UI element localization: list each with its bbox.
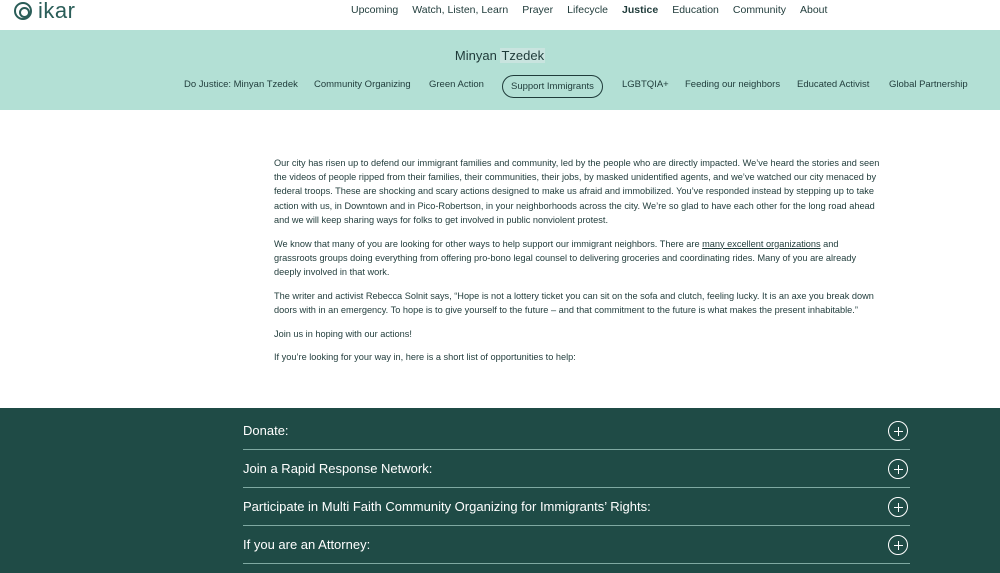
nav-prayer[interactable]: Prayer — [522, 4, 554, 16]
plus-icon[interactable] — [888, 497, 908, 517]
nav-upcoming[interactable]: Upcoming — [351, 4, 399, 16]
nav-justice[interactable]: Justice — [622, 4, 659, 16]
nav-watch-listen-learn[interactable]: Watch, Listen, Learn — [412, 4, 509, 16]
subnav-feeding-neighbors[interactable]: Feeding our neighbors — [685, 79, 781, 90]
nav-about[interactable]: About — [800, 4, 828, 16]
paragraph-1: Our city has risen up to defend our immigrant families and community, led by the people who are directly impacted. We’ve heard the stories and seen the videos of people ripped from their families, their communities, their jobs, by masked unidentified agents, and we’ve watched our city menaced by federal troops. These are shocking and scary actions designed to make us afraid and immobilized. You’ve responded instead by stepping up to take action with us, in Downtown and in Pico-Robertson, in your neighborhoods across the city. We’re so glad to have each other for the long road ahead and we will keep sharing ways for folks to get involved in public nonviolent protest. — [274, 158, 880, 225]
subnav-community-organizing[interactable]: Community Organizing — [314, 79, 411, 90]
paragraph-2-text-b: and grassroots groups doing everything from offering pro-bono legal counsel to delivering groceries and coordinating rides. Many of you are already deeply involved in that work. — [274, 238, 857, 277]
nav-lifecycle[interactable]: Lifecycle — [567, 4, 608, 16]
paragraph-5: If you’re looking for your way in, here is a short list of opportunities to help: — [274, 352, 576, 363]
accordion-title: Participate in Multi Faith Community Organizing for Immigrants’ Rights: — [243, 499, 651, 514]
subnav-green-action[interactable]: Green Action — [429, 79, 484, 90]
subnav-educated-activist[interactable]: Educated Activist — [797, 79, 870, 90]
subnav-lgbtqia[interactable]: LGBTQIA+ — [622, 79, 669, 90]
accordion-title: Donate: — [243, 423, 289, 438]
accordion-rapid-response[interactable] — [243, 450, 910, 488]
section-title — [0, 48, 1000, 63]
subnav-global-partnership[interactable]: Global Partnership — [889, 79, 968, 90]
nav-education[interactable]: Education — [672, 4, 719, 16]
plus-icon[interactable] — [888, 535, 908, 555]
section-title-word-2: Tzedek — [501, 48, 545, 63]
subnav-do-justice[interactable]: Do Justice: Minyan Tzedek — [184, 79, 298, 90]
accordion-title: If you are an Attorney: — [243, 537, 371, 552]
top-bar — [0, 0, 1000, 30]
nav-community[interactable]: Community — [732, 4, 786, 16]
paragraph-2 — [274, 237, 880, 280]
main-nav — [351, 4, 841, 16]
accordion-donate[interactable] — [243, 412, 910, 450]
organizations-link[interactable]: many excellent organizations — [702, 238, 821, 249]
subnav-support-immigrants[interactable]: Support Immigrants — [502, 75, 603, 98]
section-title-word-1: Minyan — [454, 48, 497, 63]
paragraph-3: The writer and activist Rebecca Solnit says, “Hope is not a lottery ticket you can sit on the sofa and clutch, feeling lucky. It is an axe you break down doors with in an emergency. To hope is to give yourself to the future – and that commitment to the future is what makes the present inhabitable.” — [274, 290, 874, 315]
plus-icon[interactable] — [888, 421, 908, 441]
logo-text: ikar — [38, 0, 76, 23]
paragraph-4: Join us in hoping with our actions! — [274, 328, 412, 339]
accordion-title: Join a Rapid Response Network: — [243, 461, 433, 476]
section-subnav — [0, 75, 1000, 97]
logo-icon — [14, 2, 32, 20]
paragraph-2-text-a: We know that many of you are looking for other ways to help support our immigrant neighbors. There are — [274, 238, 703, 249]
article-body — [274, 156, 880, 374]
accordion-attorney[interactable] — [243, 526, 910, 564]
accordion-multi-faith[interactable] — [243, 488, 910, 526]
plus-icon[interactable] — [888, 459, 908, 479]
section-band — [0, 30, 1000, 110]
logo[interactable] — [14, 0, 75, 22]
